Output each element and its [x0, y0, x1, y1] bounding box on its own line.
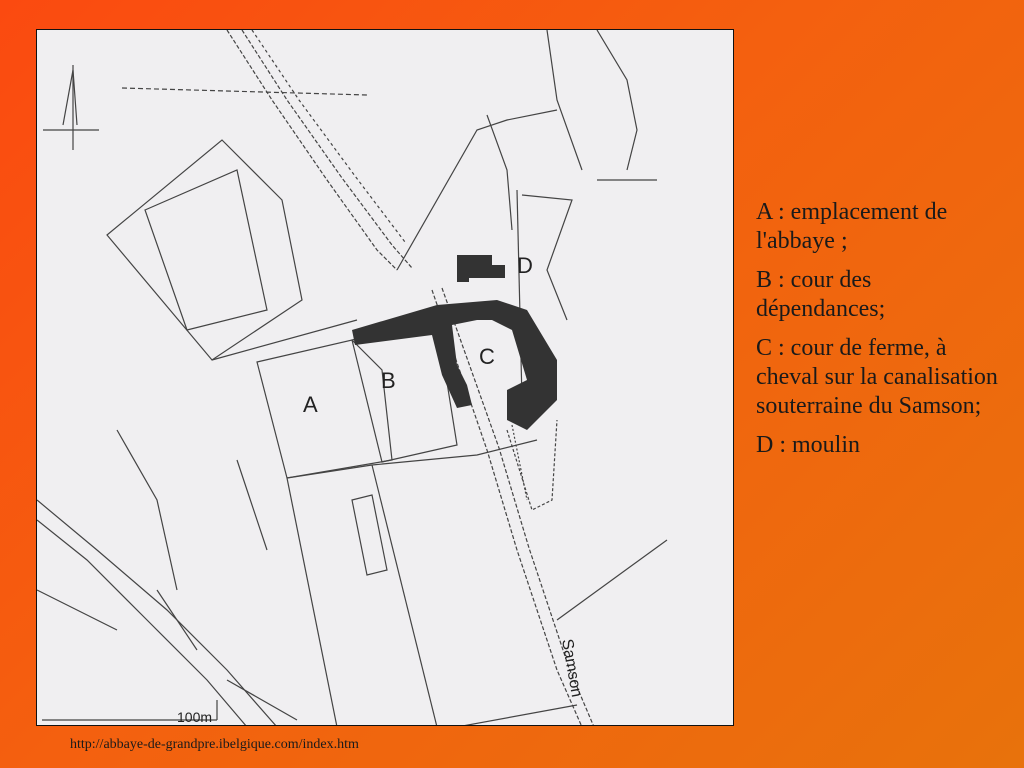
- label-c: C: [479, 344, 495, 369]
- river-label: Samson: [558, 637, 585, 699]
- legend-item-d: D : moulin: [756, 432, 861, 458]
- label-d: D: [517, 253, 533, 278]
- north-arrow-icon: [43, 65, 99, 150]
- map-image: [36, 29, 734, 726]
- source-url: http://abbaye-de-grandpre.ibelgique.com/index.htm: [70, 737, 359, 752]
- label-a: A: [303, 392, 318, 417]
- scale-label: 100m: [177, 709, 213, 725]
- cadastral-map: [37, 30, 734, 726]
- legend-item-c: C : cour de ferme, à cheval sur la canalisation souterraine du Samson;: [756, 335, 998, 419]
- legend-item-a: A : emplacement de l'abbaye ;: [756, 199, 948, 254]
- legend: [756, 198, 1006, 470]
- legend-item-b: B : cour des dépendances;: [756, 267, 886, 322]
- label-b: B: [381, 368, 396, 393]
